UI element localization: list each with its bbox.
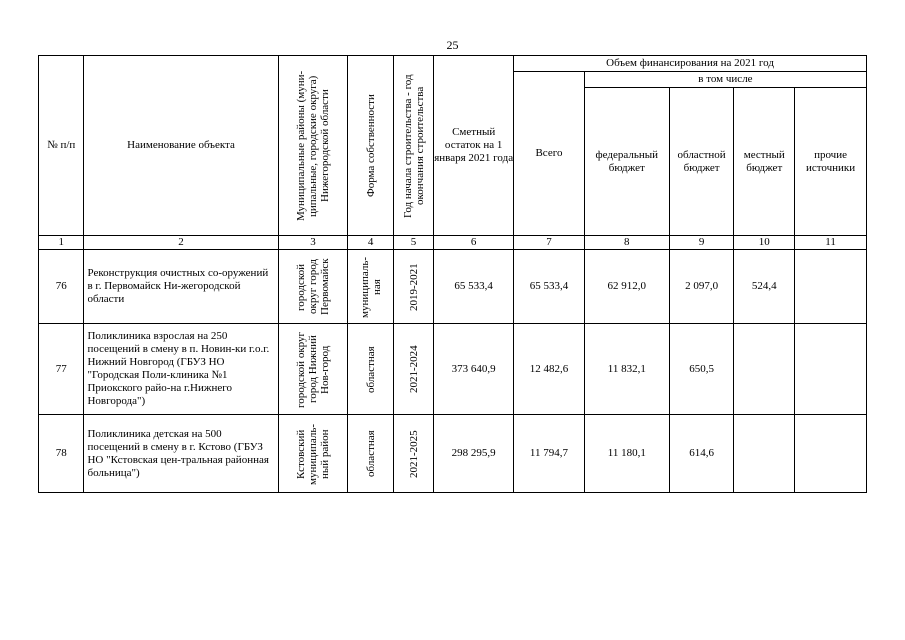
row-municipality: Кстовский муниципаль-ный район	[278, 415, 348, 493]
column-number: 4	[348, 236, 393, 250]
header-estimate: Сметный остаток на 1 января 2021 года	[434, 56, 514, 236]
row-estimate: 65 533,4	[434, 250, 514, 324]
row-other	[795, 415, 867, 493]
header-total: Всего	[514, 72, 585, 236]
row-regional: 614,6	[669, 415, 734, 493]
column-number: 3	[278, 236, 348, 250]
column-number: 2	[84, 236, 278, 250]
column-number: 10	[734, 236, 795, 250]
row-estimate: 298 295,9	[434, 415, 514, 493]
page-number: 25	[446, 38, 459, 52]
header-municipality: Муниципальные районы (муни-ципальные, городские округа) Нижегородской области	[278, 56, 348, 236]
header-years: Год начала строительства - год окончания строительства	[393, 56, 433, 236]
row-local	[734, 324, 795, 415]
header-name: Наименование объекта	[84, 56, 278, 236]
row-federal: 11 832,1	[584, 324, 669, 415]
row-no: 78	[39, 415, 84, 493]
row-no: 76	[39, 250, 84, 324]
header-other: прочие источники	[795, 88, 867, 236]
row-regional: 2 097,0	[669, 250, 734, 324]
row-total: 12 482,6	[514, 324, 585, 415]
row-name: Поликлиника детская на 500 посещений в смену в г. Кстово (ГБУЗ НО "Кстовская цен-тральная районная больница")	[84, 415, 278, 493]
header-local: местный бюджет	[734, 88, 795, 236]
header-ownership: Форма собственности	[348, 56, 393, 236]
row-years: 2021-2024	[393, 324, 433, 415]
row-other	[795, 324, 867, 415]
column-number: 6	[434, 236, 514, 250]
header-including-group: в том числе	[584, 72, 866, 88]
column-number: 11	[795, 236, 867, 250]
row-local	[734, 415, 795, 493]
row-name: Реконструкция очистных со-оружений в г. Первомайск Ни-жегородской области	[84, 250, 278, 324]
row-municipality: городской округ город Первомайск	[278, 250, 348, 324]
column-number: 1	[39, 236, 84, 250]
table-row	[39, 250, 867, 324]
row-name: Поликлиника взрослая на 250 посещений в смену в п. Новин-ки г.о.г. Нижний Новгород (ГБУЗ НО "Городская Поли-клиника №1 Приокского райо-на г.Нижнего Новгорода")	[84, 324, 278, 415]
row-ownership: муниципаль-ная	[348, 250, 393, 324]
row-years: 2019-2021	[393, 250, 433, 324]
header-no: № п/п	[39, 56, 84, 236]
row-ownership: областная	[348, 324, 393, 415]
header-regional: областной бюджет	[669, 88, 734, 236]
row-estimate: 373 640,9	[434, 324, 514, 415]
row-total: 65 533,4	[514, 250, 585, 324]
header-federal: федеральный бюджет	[584, 88, 669, 236]
row-regional: 650,5	[669, 324, 734, 415]
table-row	[39, 324, 867, 415]
row-ownership: областная	[348, 415, 393, 493]
row-municipality: городской округ город Нижний Нов-город	[278, 324, 348, 415]
row-total: 11 794,7	[514, 415, 585, 493]
column-number-row	[39, 236, 867, 250]
column-number: 8	[584, 236, 669, 250]
column-number: 9	[669, 236, 734, 250]
financing-table	[38, 55, 867, 493]
header-financing-group: Объем финансирования на 2021 год	[514, 56, 867, 72]
column-number: 5	[393, 236, 433, 250]
table-row	[39, 415, 867, 493]
column-number: 7	[514, 236, 585, 250]
row-federal: 62 912,0	[584, 250, 669, 324]
row-other	[795, 250, 867, 324]
row-years: 2021-2025	[393, 415, 433, 493]
row-local: 524,4	[734, 250, 795, 324]
row-federal: 11 180,1	[584, 415, 669, 493]
row-no: 77	[39, 324, 84, 415]
